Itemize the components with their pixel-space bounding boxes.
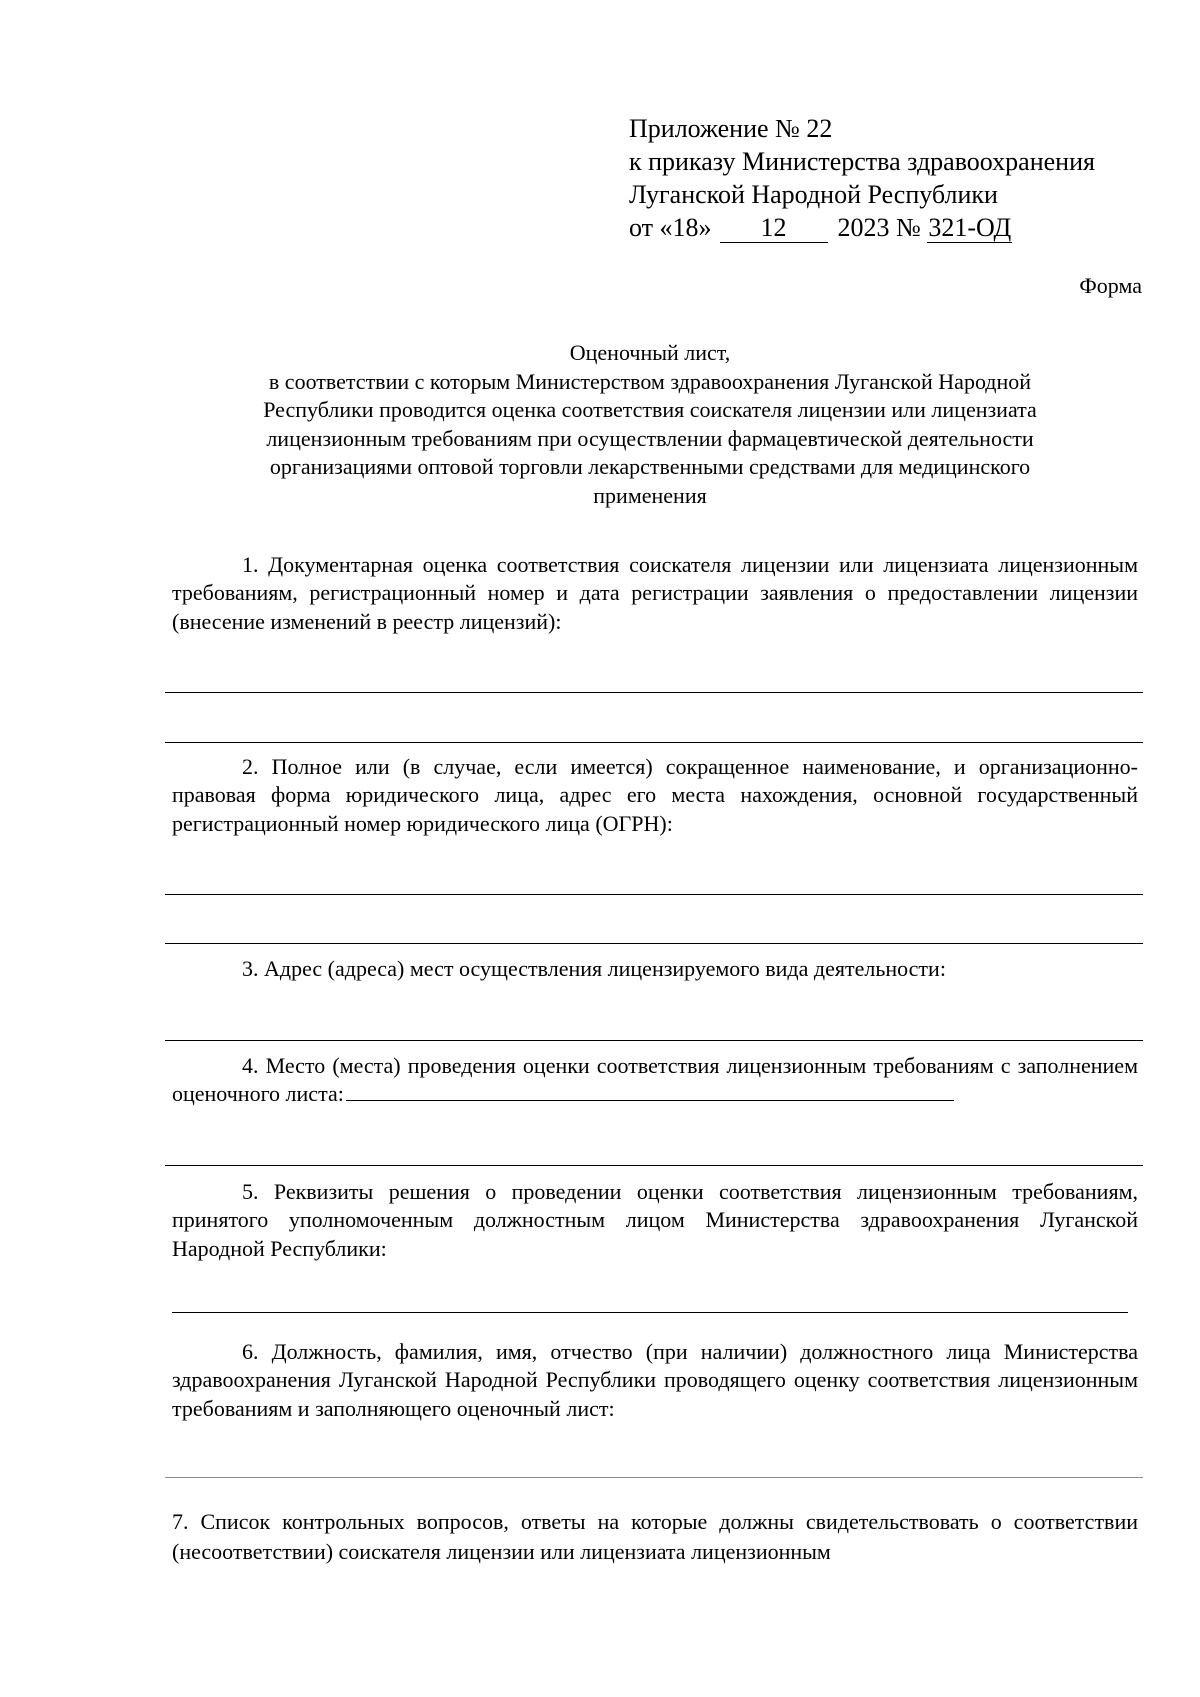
section-5-fill-line[interactable] <box>172 1312 1128 1313</box>
title-line-2: в соответствии с которым Министерством здравоохранения Луганской Народной <box>268 368 1032 394</box>
section-7-text: 7. Список контрольных вопросов, ответы на которые должны свидетельствовать о соответствии (несоответствии) соискателя лицензии или лицензиата лицензионным <box>172 1509 1138 1564</box>
appendix-header <box>629 112 1095 244</box>
appendix-number: Приложение № 22 <box>629 114 833 143</box>
title-line-5: организациями оптовой торговли лекарственными средствами для медицинского <box>269 454 1031 479</box>
section-4-fill-line[interactable] <box>165 1165 1143 1166</box>
section-5-text: 5. Реквизиты решения о проведении оценки соответствия лицензионным требованиям, принятого уполномоченным должностным лицом Министерства здравоохранения Луганской Народной Республики: <box>172 1179 1138 1261</box>
title-line-4: лицензионным требованиям при осуществлении фармацевтической деятельности <box>266 425 1034 451</box>
section-1-fill-line-1[interactable] <box>165 692 1143 693</box>
title-line-6: применения <box>593 482 707 508</box>
date-month: 12 <box>720 214 828 243</box>
order-reference: к приказу Министерства здравоохранения <box>629 147 1095 176</box>
date-year: 2023 № <box>837 213 921 242</box>
section-1-fill-line-2[interactable] <box>165 742 1143 743</box>
title-line-1: Оценочный лист, <box>569 340 731 365</box>
order-number: 321-ОД <box>928 213 1012 242</box>
order-date-line <box>629 211 1095 244</box>
document-title <box>215 339 1085 510</box>
date-day: от «18» <box>629 213 712 242</box>
republic-name: Луганской Народной Республики <box>629 180 998 209</box>
section-6-text: 6. Должность, фамилия, имя, отчество (при наличии) должностного лица Министерства здравоохранения Луганской Народной Республики проводящего оценку соответствия лицензионным требованиям и заполняющего оценочный лист: <box>172 1339 1138 1421</box>
section-3-text: 3. Адрес (адреса) мест осуществления лицензируемого вида деятельности: <box>242 956 946 981</box>
section-6-fill-line[interactable] <box>165 1477 1143 1478</box>
form-label: Форма <box>1079 273 1142 298</box>
section-3-fill-line[interactable] <box>165 1040 1143 1041</box>
title-line-3: Республики проводится оценка соответствия соискателя лицензии или лицензиата <box>263 397 1037 422</box>
section-2-text: 2. Полное или (в случае, если имеется) сокращенное наименование, и организационно-правовая форма юридического лица, адрес его места нахождения, основной государственный регистрационный номер юридического лица (ОГРН): <box>172 754 1138 836</box>
section-4-text <box>172 1052 1138 1109</box>
section-4-inline-fill[interactable] <box>346 1082 954 1101</box>
section-1-text: 1. Документарная оценка соответствия соискателя лицензии или лицензиата лицензионным требованиям, регистрационный номер и дата регистрации заявления о предоставлении лицензии (внесение изменений в реестр лицензий): <box>172 552 1138 634</box>
section-2-fill-line-2[interactable] <box>165 943 1143 944</box>
section-2-fill-line-1[interactable] <box>165 894 1143 895</box>
section-4-label: 4. Место (места) проведения оценки соответствия лицензионным требованиям с заполнением оценочного листа: <box>172 1053 1138 1107</box>
